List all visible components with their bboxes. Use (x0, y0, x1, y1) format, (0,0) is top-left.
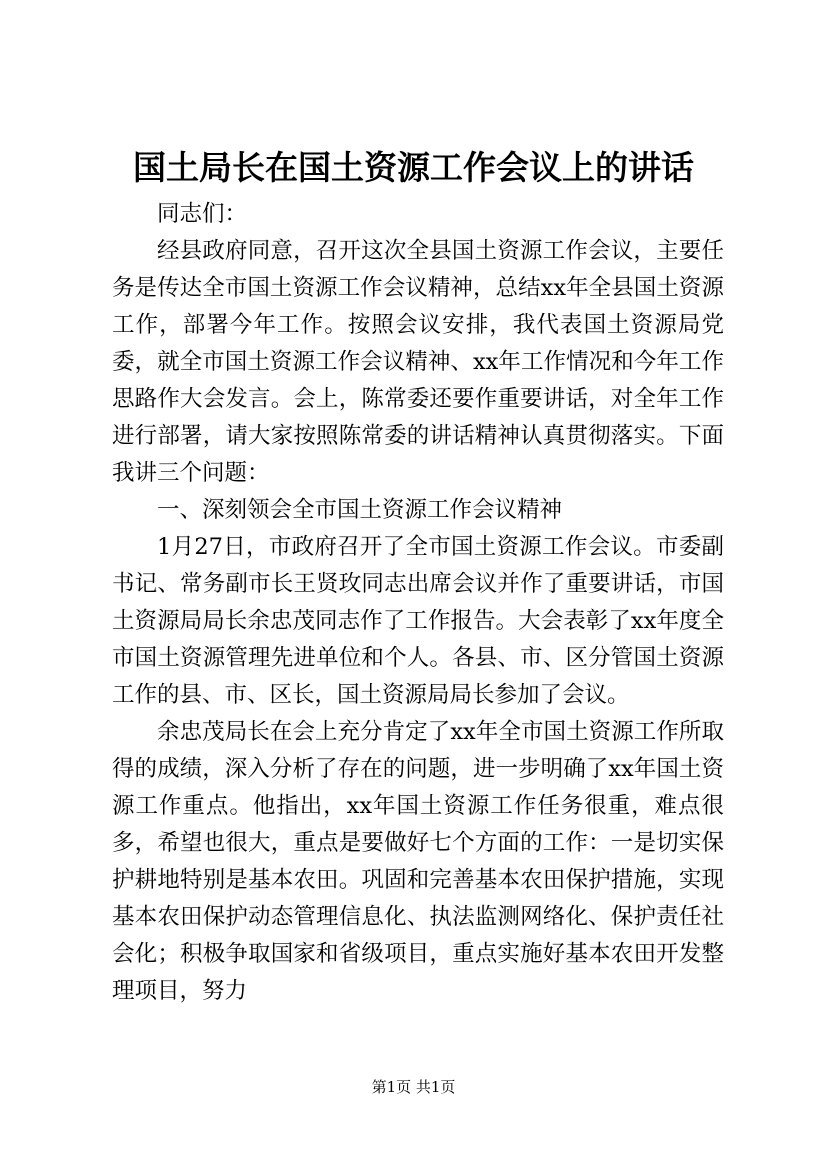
document-title: 国土局长在国土资源工作会议上的讲话 (133, 148, 694, 187)
section-heading: 一、深刻领会全市国土资源工作会议精神 (157, 497, 563, 523)
meeting-paragraph: 1月27日，市政府召开了全市国土资源工作会议。市委副书记、常务副市长王贤玫同志出席会议并作了重要讲话，市国土资源局局长余忠茂同志作了工作报告。大会表彰了xx年度全市国土资源管理先进单位和个人。各县、市、区分管国土资源工作的县、市、区长，国土资源局局长参加了会议。 (112, 534, 724, 708)
report-paragraph: 余忠茂局长在会上充分肯定了xx年全市国土资源工作所取得的成绩，深入分析了存在的问题，进一步明确了xx年国土资源工作重点。他指出，xx年国土资源工作任务很重，难点很多，希望也很大，重点是要做好七个方面的工作：一是切实保护耕地特别是基本农田。巩固和完善基本农田保护措施，实现基本农田保护动态管理信息化、执法监测网络化、保护责任社会化；积极争取国家和省级项目，重点实施好基本农田开发整理项目，努力 (112, 719, 724, 1004)
intro-paragraph: 经县政府同意，召开这次全县国土资源工作会议，主要任务是传达全市国土资源工作会议精神，总结xx年全县国土资源工作，部署今年工作。按照会议安排，我代表国土资源局党委，就全市国土资源工作会议精神、xx年工作情况和今年工作思路作大会发言。会上，陈常委还要作重要讲话，对全年工作进行部署，请大家按照陈常委的讲话精神认真贯彻落实。下面我讲三个问题： (112, 238, 724, 486)
salutation-paragraph: 同志们： (157, 201, 248, 227)
document-body (112, 196, 724, 1010)
page-footer: 第1页 共1页 (371, 1078, 456, 1096)
